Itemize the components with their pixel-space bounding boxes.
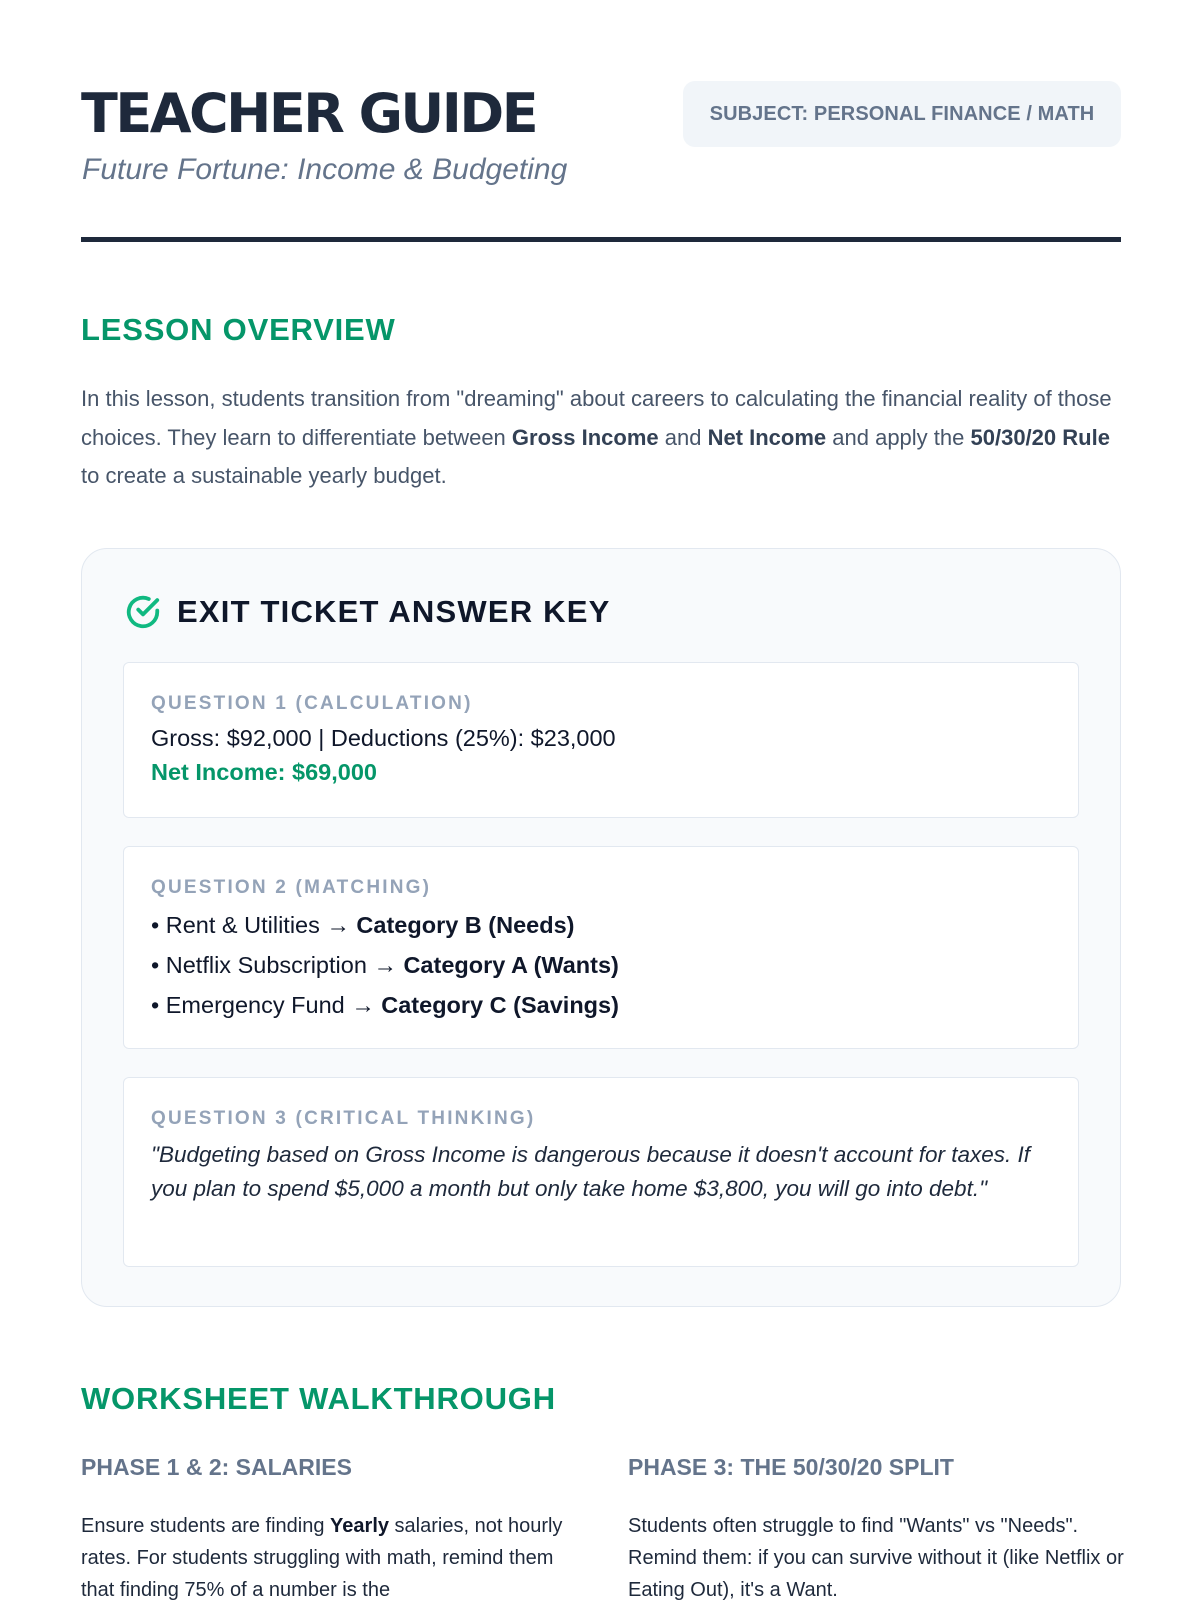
question-1-box — [123, 662, 1079, 818]
question-3-answer-quote: "Budgeting based on Gross Income is dangerous because it doesn't account for taxes. If you plan to spend $5,000 a month but only take home $3,800, you will go into debt." — [151, 1142, 1031, 1201]
net-income-term: Net Income — [707, 424, 827, 450]
rule-term: 50/30/20 Rule — [970, 424, 1110, 450]
phase-1-2-heading: PHASE 1 & 2: SALARIES — [81, 1454, 352, 1480]
phase-3-heading: PHASE 3: THE 50/30/20 SPLIT — [628, 1454, 954, 1480]
matching-category: Category B (Needs) — [356, 912, 575, 938]
phase-3-column — [628, 1452, 1138, 1600]
question-3-label: QUESTION 3 (CRITICAL THINKING) — [151, 1108, 536, 1129]
guide-header — [81, 0, 1121, 242]
phase-3-text: Students often struggle to find "Wants" vs "Needs". Remind them: if you can survive without it (like Netflix or Eating Out), it's a Want. — [628, 1515, 1124, 1600]
question-1-label: QUESTION 1 (CALCULATION) — [151, 693, 473, 714]
phase-1-2-column — [81, 1452, 591, 1600]
matching-category: Category C (Savings) — [381, 992, 619, 1018]
answer-key-heading: EXIT TICKET ANSWER KEY — [177, 594, 611, 629]
list-item — [151, 985, 1051, 1025]
worksheet-walkthrough-heading: WORKSHEET WALKTHROUGH — [81, 1381, 556, 1416]
matching-item: • Netflix Subscription → — [151, 952, 404, 978]
yearly-term: Yearly — [330, 1515, 389, 1537]
matching-item: • Rent & Utilities → — [151, 912, 357, 938]
question-3-box — [123, 1077, 1079, 1267]
answer-key-header — [124, 593, 610, 631]
gross-income-term: Gross Income — [511, 424, 659, 450]
lesson-overview-heading: LESSON OVERVIEW — [81, 312, 396, 347]
list-item — [151, 945, 1051, 985]
phase-1-2-text-part: salaries, not hourly rates. For students struggling with math, remind them that finding 75% of a number is the — [81, 1515, 563, 1600]
exit-ticket-answer-key-card — [81, 548, 1121, 1307]
overview-text-part: and apply the — [826, 424, 971, 450]
matching-list — [151, 905, 1051, 1025]
question-2-box — [123, 846, 1079, 1049]
phase-1-2-text — [81, 1510, 591, 1600]
phase-1-2-text-part: Ensure students are finding — [81, 1515, 331, 1537]
question-1-net-income: Net Income: $69,000 — [151, 759, 377, 785]
matching-category: Category A (Wants) — [403, 952, 619, 978]
question-1-calculation: Gross: $92,000 | Deductions (25%): $23,000 — [151, 725, 616, 751]
matching-item: • Emergency Fund → — [151, 992, 382, 1018]
question-2-label: QUESTION 2 (MATCHING) — [151, 877, 432, 898]
subject-badge: SUBJECT: PERSONAL FINANCE / MATH — [683, 81, 1121, 147]
teacher-guide-page — [81, 0, 1124, 1600]
page-subtitle: Future Fortune: Income & Budgeting — [82, 153, 568, 186]
overview-text-part: to create a sustainable yearly budget. — [81, 463, 447, 488]
page-title: TEACHER GUIDE — [81, 82, 537, 145]
overview-text-part: and — [658, 424, 708, 450]
lesson-overview-text — [81, 380, 1121, 496]
check-circle-icon — [124, 593, 162, 631]
list-item — [151, 905, 1051, 945]
overview-text-part: In this lesson, students transition from "dreaming" about careers to calculating the financial reality of those choices. They learn to differentiate between — [81, 386, 1112, 450]
